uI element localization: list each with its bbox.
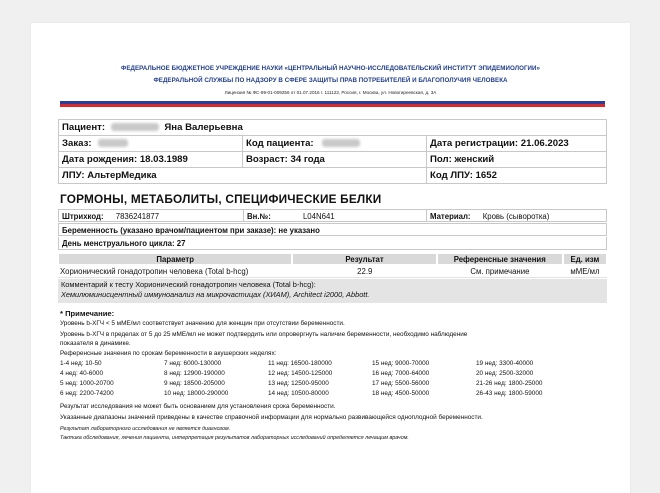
- table-row: [58, 266, 607, 278]
- cycle-day-row: [58, 237, 607, 250]
- ref-week: 12 нед: 14500-125000: [268, 370, 333, 377]
- ref-week: 8 нед: 12900-190000: [164, 370, 225, 377]
- patient-code-cell: [243, 136, 427, 152]
- lpu-code: Код ЛПУ: 1652: [427, 168, 607, 184]
- vn-label: Вн.№:: [247, 212, 271, 221]
- note-line-2a: Уровень b-ХГЧ в пределах от 5 до 25 мМЕ/мл не может подтвердить или опровергнуть наличие беременности, необходимо наблюдение: [60, 331, 468, 338]
- note-line-4: Результат исследования не может быть основанием для установления срока беременности.: [60, 403, 336, 410]
- lpu: ЛПУ: АльтерМедика: [59, 168, 427, 184]
- ref-week: 4 нед: 40-6000: [60, 370, 104, 377]
- col-reference: Референсные значения: [437, 253, 563, 265]
- ref-week: 15 нед: 9000-70000: [372, 360, 430, 367]
- footer-disclaimer-2: Тактика обследования, лечения пациента, интерпретация результатов лабораторных исследований определяется лечащим врачом.: [60, 435, 409, 441]
- ref-week: 16 нед: 7000-64000: [372, 370, 430, 377]
- col-parameter: Параметр: [58, 253, 292, 265]
- redacted-order-no: [98, 139, 128, 147]
- vn-cell: [243, 209, 426, 222]
- flag-stripe-red: [60, 104, 605, 107]
- pregnancy-status: Беременность (указано врачом/пациентом при заказе): не указано: [58, 223, 607, 236]
- ref-week: 21-26 нед: 1800-25000: [476, 380, 543, 387]
- patient-label: Пациент:: [62, 122, 106, 133]
- ref-week: 17 нед: 5500-56000: [372, 380, 430, 387]
- result-value: 22.9: [293, 266, 437, 278]
- col-unit: Ед. изм: [563, 253, 607, 265]
- ref-week: 1-4 нед: 10-50: [60, 360, 102, 367]
- material-value: Кровь (сыворотка): [482, 212, 550, 221]
- pregnancy-reference-grid: [60, 360, 605, 402]
- material-cell: [426, 209, 607, 222]
- test-comment: [58, 279, 607, 303]
- patient-code-label: Код пациента:: [246, 138, 314, 149]
- ref-week: 20 нед: 2500-32000: [476, 370, 534, 377]
- ref-week: 9 нед: 18500-205000: [164, 380, 225, 387]
- redacted-surname: [111, 123, 159, 131]
- barcode-value: 7836241877: [115, 212, 160, 221]
- note-line-5: Указанные диапазоны значений приведены в качестве справочной информации для нормально развивающейся одноплодной беременности.: [60, 414, 483, 421]
- note-line-1: Уровень b-ХГЧ < 5 мМЕ/мл соответствует значению для женщин при отсутствии беременности.: [60, 320, 345, 327]
- ref-week: 11 нед: 16500-180000: [268, 360, 332, 367]
- result-unit: мМЕ/мл: [563, 266, 607, 278]
- institute-name-line1: ФЕДЕРАЛЬНОЕ БЮДЖЕТНОЕ УЧРЕЖДЕНИЕ НАУКИ «ЦЕНТРАЛЬНЫЙ НАУЧНО-ИССЛЕДОВАТЕЛЬСКИЙ ИНСТИТУТ ЭПИДЕМИОЛОГИИ»: [120, 65, 541, 72]
- results-header-row: [58, 253, 607, 265]
- ref-week: 7 нед: 6000-130000: [164, 360, 222, 367]
- notes-title: * Примечание:: [60, 309, 115, 318]
- ref-week: 6 нед: 2200-74200: [60, 390, 114, 397]
- patient-name-cell: [59, 120, 607, 136]
- order-label: Заказ:: [62, 138, 92, 149]
- ref-week: 14 нед: 10500-80000: [268, 390, 329, 397]
- age: Возраст: 34 года: [243, 152, 427, 168]
- ref-week: 10 нед: 18000-290000: [164, 390, 229, 397]
- result-reference: См. примечание: [437, 266, 563, 278]
- institute-name-line2: ФЕДЕРАЛЬНОЙ СЛУЖБЫ ПО НАДЗОРУ В СФЕРЕ ЗАЩИТЫ ПРАВ ПОТРЕБИТЕЛЕЙ И БЛАГОПОЛУЧИЯ ЧЕЛОВЕКА: [153, 77, 508, 84]
- result-parameter: Хорионический гонадотропин человека (Total b-hcg): [58, 266, 293, 278]
- order-cell: [59, 136, 243, 152]
- vn-value: L04N641: [302, 212, 335, 221]
- comment-method: Хемилюминисцентный иммуноанализ на микрочастицах (ХИАМ), Architect i2000, Abbott.: [61, 290, 370, 299]
- note-line-2b: показателя в динамике.: [60, 340, 131, 347]
- redacted-patient-code: [322, 139, 360, 147]
- ref-week: 26-43 нед: 1800-59000: [476, 390, 543, 397]
- barcode-cell: [58, 209, 243, 222]
- note-line-3: Референсные значения по срокам беременности в акушерских неделях:: [60, 350, 277, 357]
- ref-week: 5 нед: 1000-20700: [60, 380, 114, 387]
- pregnancy-row: [58, 223, 607, 236]
- sample-info-row: [58, 209, 607, 222]
- reg-date: Дата регистрации: 21.06.2023: [427, 136, 607, 152]
- sex: Пол: женский: [427, 152, 607, 168]
- material-label: Материал:: [430, 212, 471, 221]
- footer-disclaimer-1: Результат лабораторного исследования не является диагнозом.: [60, 426, 231, 432]
- license-line: Лицензия № ФС-99-01-009256 от 01.07.2016 г. 111123, Россия, г. Москва, ул. Новогиреевская, д. 3А: [224, 90, 437, 95]
- barcode-label: Штрихкод:: [62, 212, 104, 221]
- section-title: ГОРМОНЫ, МЕТАБОЛИТЫ, СПЕЦИФИЧЕСКИЕ БЕЛКИ: [60, 192, 382, 206]
- col-result: Результат: [292, 253, 436, 265]
- cycle-day: День менструального цикла: 27: [58, 237, 607, 250]
- patient-info-table: [58, 119, 607, 184]
- ref-week: 18 нед: 4500-50000: [372, 390, 430, 397]
- birth-date: Дата рождения: 18.03.1989: [59, 152, 243, 168]
- patient-name: Яна Валерьевна: [164, 122, 243, 133]
- comment-title: Комментарий к тесту Хорионический гонадотропин человека (Total b-hcg):: [61, 280, 316, 289]
- ref-week: 19 нед: 3300-40000: [476, 360, 534, 367]
- ref-week: 13 нед: 12500-95000: [268, 380, 329, 387]
